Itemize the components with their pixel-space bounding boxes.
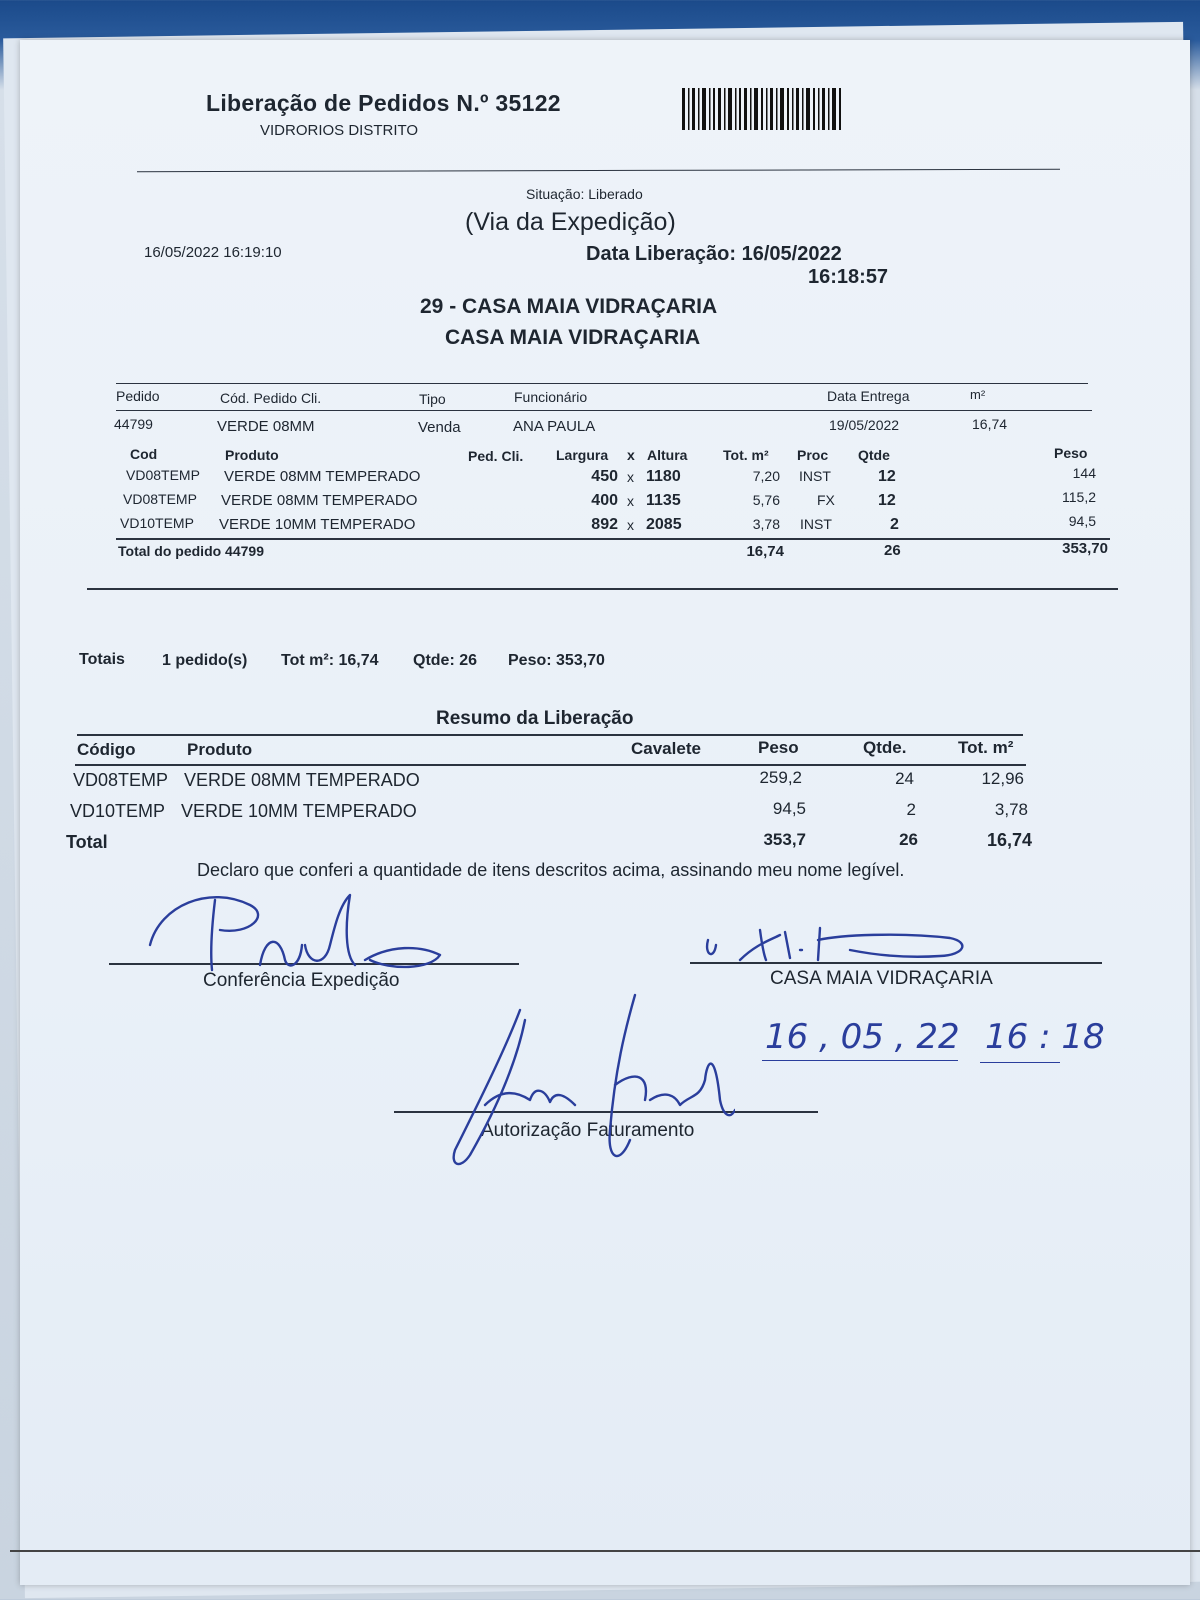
items-col-largura: Largura (556, 447, 609, 463)
order-total-peso: 353,70 (1062, 540, 1108, 557)
item-produto: VERDE 08MM TEMPERADO (221, 492, 418, 509)
via-label: (Via da Expedição) (465, 208, 676, 236)
totals-pedidos: 1 pedido(s) (162, 652, 248, 669)
client-label: CASA MAIA VIDRAÇARIA (770, 968, 993, 989)
value-data-entrega: 19/05/2022 (829, 417, 900, 433)
situacao-label: Situação: Liberado (526, 186, 643, 202)
items-col-proc: Proc (797, 447, 829, 463)
resumo-tot-m2: 3,78 (994, 800, 1028, 819)
item-altura: 1135 (646, 492, 681, 509)
page-bottom-rule (10, 1550, 1200, 1552)
company-name: VIDRORIOS DISTRITO (260, 122, 419, 139)
value-tipo: Venda (418, 419, 461, 436)
data-liberacao-label: Data Liberação: (586, 243, 737, 265)
item-qtde: 12 (878, 492, 896, 509)
value-funcionario: ANA PAULA (513, 418, 596, 435)
order-table-top-rule (116, 383, 1088, 384)
resumo-tot-m2: 12,96 (981, 769, 1024, 788)
conferencia-label: Conferência Expedição (203, 970, 400, 991)
item-altura: 2085 (646, 516, 682, 533)
order-total-m2: 16,74 (746, 543, 784, 560)
item-cod: VD10TEMP (120, 515, 194, 531)
data-liberacao (586, 243, 842, 266)
resumo-peso: 259,2 (759, 768, 802, 787)
item-cod: VD08TEMP (126, 467, 200, 483)
resumo-codigo: VD08TEMP (73, 770, 169, 790)
order-total-qtde: 26 (884, 542, 901, 559)
items-total-rule (116, 538, 1110, 540)
resumo-col-codigo: Código (77, 740, 136, 759)
value-pedido: 44799 (114, 416, 153, 432)
item-proc: INST (800, 516, 832, 532)
item-proc: INST (799, 468, 831, 484)
client-name-line1: 29 - CASA MAIA VIDRAÇARIA (420, 295, 718, 318)
item-tot-m2: 7,20 (752, 468, 780, 484)
item-altura: 1180 (646, 468, 681, 485)
item-peso: 144 (1072, 465, 1096, 481)
item-qtde: 2 (890, 516, 899, 533)
resumo-produto: VERDE 08MM TEMPERADO (184, 770, 420, 790)
items-col-qtde: Qtde (858, 447, 890, 463)
col-data-entrega: Data Entrega (827, 388, 910, 404)
resumo-total-peso: 353,7 (763, 830, 806, 849)
document-title: Liberação de Pedidos N.º 35122 (206, 90, 561, 116)
items-col-cod: Cod (130, 446, 158, 462)
handwritten-time: 16 : 18 (985, 1017, 1105, 1057)
resumo-col-produto: Produto (187, 740, 253, 759)
data-liberacao-date: 16/05/2022 (741, 243, 842, 265)
resumo-qtde: 2 (906, 800, 916, 819)
items-col-produto: Produto (225, 447, 279, 463)
signature-client-icon (700, 920, 980, 970)
header-divider (137, 169, 1060, 172)
resumo-col-qtde: Qtde. (863, 738, 907, 757)
autorizacao-label: Autorização Faturamento (481, 1120, 695, 1141)
barcode-icon (682, 88, 842, 130)
item-cod: VD08TEMP (123, 491, 197, 507)
items-col-x: x (627, 447, 635, 463)
item-produto: VERDE 10MM TEMPERADO (219, 516, 416, 533)
col-m2: m² (970, 387, 986, 402)
item-x: x (627, 493, 634, 509)
items-col-altura: Altura (647, 447, 688, 463)
item-largura: 892 (591, 516, 618, 533)
value-m2: 16,74 (972, 416, 1008, 432)
order-table-header-rule (116, 410, 1092, 411)
totals-qtde: Qtde: 26 (413, 652, 478, 669)
resumo-col-cavalete: Cavalete (631, 739, 701, 758)
handwritten-date-underline (762, 1060, 958, 1061)
item-produto: VERDE 08MM TEMPERADO (224, 468, 421, 485)
signature-conferencia-icon (140, 875, 460, 975)
items-col-tot-m2: Tot. m² (723, 447, 769, 463)
signature-autorizacao-icon (435, 990, 735, 1180)
resumo-header-rule (75, 764, 1026, 766)
item-proc: FX (817, 492, 835, 508)
resumo-col-peso: Peso (758, 738, 799, 757)
totals-peso: Peso: 353,70 (508, 652, 605, 669)
item-x: x (627, 469, 634, 485)
items-col-ped-cli: Ped. Cli. (468, 448, 524, 464)
document-page (20, 40, 1190, 1585)
item-tot-m2: 3,78 (752, 516, 780, 532)
handwritten-time-underline (980, 1062, 1060, 1063)
item-qtde: 12 (878, 468, 896, 485)
resumo-title: Resumo da Liberação (436, 708, 634, 729)
item-largura: 450 (591, 468, 618, 485)
items-section-end-rule (87, 588, 1118, 590)
order-total-label: Total do pedido 44799 (118, 543, 264, 559)
totals-label: Totais (79, 651, 125, 668)
items-col-peso: Peso (1054, 445, 1088, 461)
item-peso: 115,2 (1062, 489, 1096, 505)
resumo-peso: 94,5 (772, 799, 806, 818)
resumo-col-tot-m2: Tot. m² (958, 738, 1014, 757)
resumo-total-tot-m2: 16,74 (986, 830, 1032, 850)
resumo-qtde: 24 (895, 769, 914, 788)
item-peso: 94,5 (1068, 513, 1096, 529)
client-name-line2: CASA MAIA VIDRAÇARIA (445, 326, 701, 349)
col-funcionario: Funcionário (514, 389, 588, 405)
data-liberacao-time: 16:18:57 (808, 266, 889, 288)
value-cod-pedido-cli: VERDE 08MM (217, 418, 315, 435)
item-x: x (627, 517, 634, 533)
item-largura: 400 (591, 492, 618, 509)
declaration-text: Declaro que conferi a quantidade de itens descritos acima, assinando meu nome legível. (197, 860, 905, 880)
resumo-top-rule (77, 734, 1023, 736)
item-tot-m2: 5,76 (752, 492, 780, 508)
col-tipo: Tipo (419, 391, 446, 407)
handwritten-date: 16 , 05 , 22 (765, 1017, 960, 1057)
resumo-total-qtde: 26 (899, 830, 918, 849)
resumo-produto: VERDE 10MM TEMPERADO (181, 801, 417, 821)
resumo-codigo: VD10TEMP (70, 801, 166, 821)
col-cod-pedido-cli: Cód. Pedido Cli. (220, 390, 322, 406)
totals-tot-m2: Tot m²: 16,74 (281, 652, 379, 669)
printed-timestamp: 16/05/2022 16:19:10 (144, 244, 282, 261)
col-pedido: Pedido (116, 388, 160, 404)
resumo-total-label: Total (66, 832, 108, 852)
